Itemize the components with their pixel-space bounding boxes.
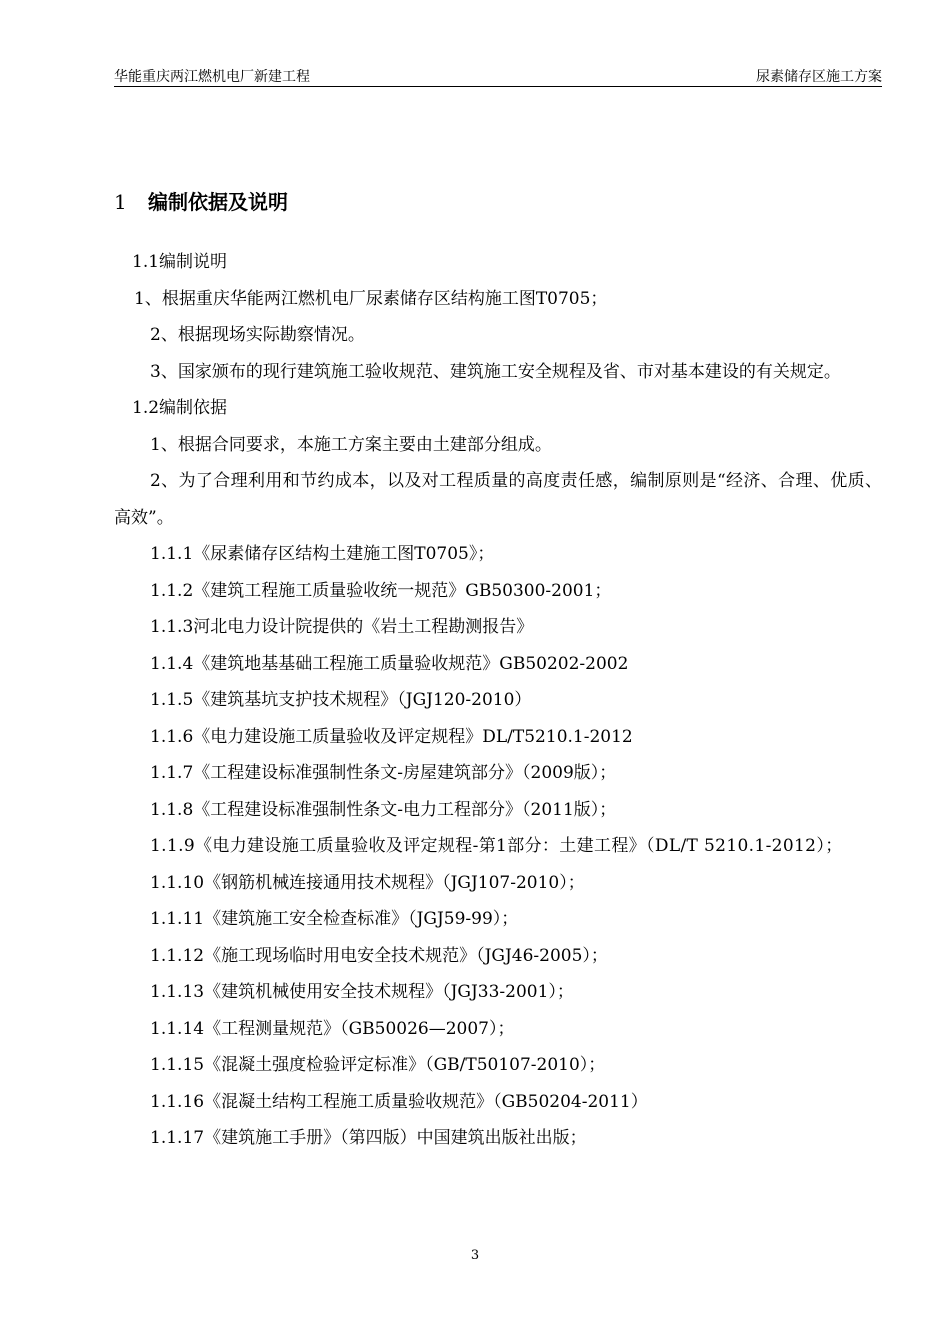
reference-item: 1.1.6《电力建设施工质量验收及评定规程》DL/T5210.1-2012 [150, 726, 633, 747]
reference-item: 1.1.1《尿素储存区结构土建施工图T0705》； [150, 544, 495, 564]
subsection-title-1-2: 1.2编制依据 [132, 398, 228, 418]
subsection-title-1-1: 1.1编制说明 [132, 252, 228, 272]
reference-item: 1.1.4《建筑地基基础工程施工质量验收规范》GB50202-2002 [150, 653, 629, 674]
paragraph-basis-1: 1、根据重庆华能两江燃机电厂尿素储存区结构施工图T0705； [134, 288, 608, 309]
reference-item: 1.1.8《工程建设标准强制性条文-电力工程部分》（2011版）； [150, 799, 617, 820]
section-number: 1 [114, 190, 127, 214]
document-body [114, 244, 882, 1157]
paragraph-basis-3: 3、国家颁布的现行建筑施工验收规范、建筑施工安全规程及省、市对基本建设的有关规定。 [150, 361, 841, 382]
section-title: 编制依据及说明 [148, 190, 288, 214]
header-document-title: 尿素储存区施工方案 [756, 69, 882, 85]
reference-item: 1.1.16《混凝土结构工程施工质量验收规范》（GB50204-2011） [150, 1091, 648, 1112]
reference-item: 1.1.3河北电力设计院提供的《岩土工程勘测报告》 [150, 617, 534, 637]
paragraph-principle-1: 1、根据合同要求，本施工方案主要由土建部分组成。 [150, 434, 552, 455]
page-header [114, 66, 882, 87]
page-number: 3 [470, 1248, 480, 1263]
reference-item: 1.1.5《建筑基坑支护技术规程》（JGJ120-2010） [150, 690, 532, 710]
reference-item: 1.1.14《工程测量规范》（GB50026—2007）； [150, 1018, 515, 1039]
reference-item: 1.1.10《钢筋机械连接通用技术规程》（JGJ107-2010）； [150, 872, 585, 893]
reference-item: 1.1.12《施工现场临时用电安全技术规范》（JGJ46-2005）； [150, 945, 608, 966]
header-project-name: 华能重庆两江燃机电厂新建工程 [114, 69, 310, 85]
reference-item: 1.1.7《工程建设标准强制性条文-房屋建筑部分》（2009版）； [150, 763, 617, 783]
reference-item: 1.1.17《建筑施工手册》（第四版）中国建筑出版社出版； [150, 1128, 587, 1148]
paragraph-principle-2: 2、为了合理利用和节约成本，以及对工程质量的高度责任感，编制原则是“经济、合理、优质、高效”。 [114, 471, 882, 528]
reference-item: 1.1.11《建筑施工安全检查标准》（JGJ59-99）； [150, 909, 519, 929]
paragraph-basis-2: 2、根据现场实际勘察情况。 [150, 325, 365, 345]
reference-item: 1.1.2《建筑工程施工质量验收统一规范》GB50300-2001； [150, 580, 612, 601]
reference-item: 1.1.9《电力建设施工质量验收及评定规程-第1部分：土建工程》（DL/T 5210.1-2012）； [150, 836, 843, 856]
reference-item: 1.1.15《混凝土强度检验评定标准》（GB/T50107-2010）； [150, 1055, 606, 1075]
reference-item: 1.1.13《建筑机械使用安全技术规程》（JGJ33-2001）； [150, 982, 574, 1002]
section-heading [114, 186, 288, 215]
